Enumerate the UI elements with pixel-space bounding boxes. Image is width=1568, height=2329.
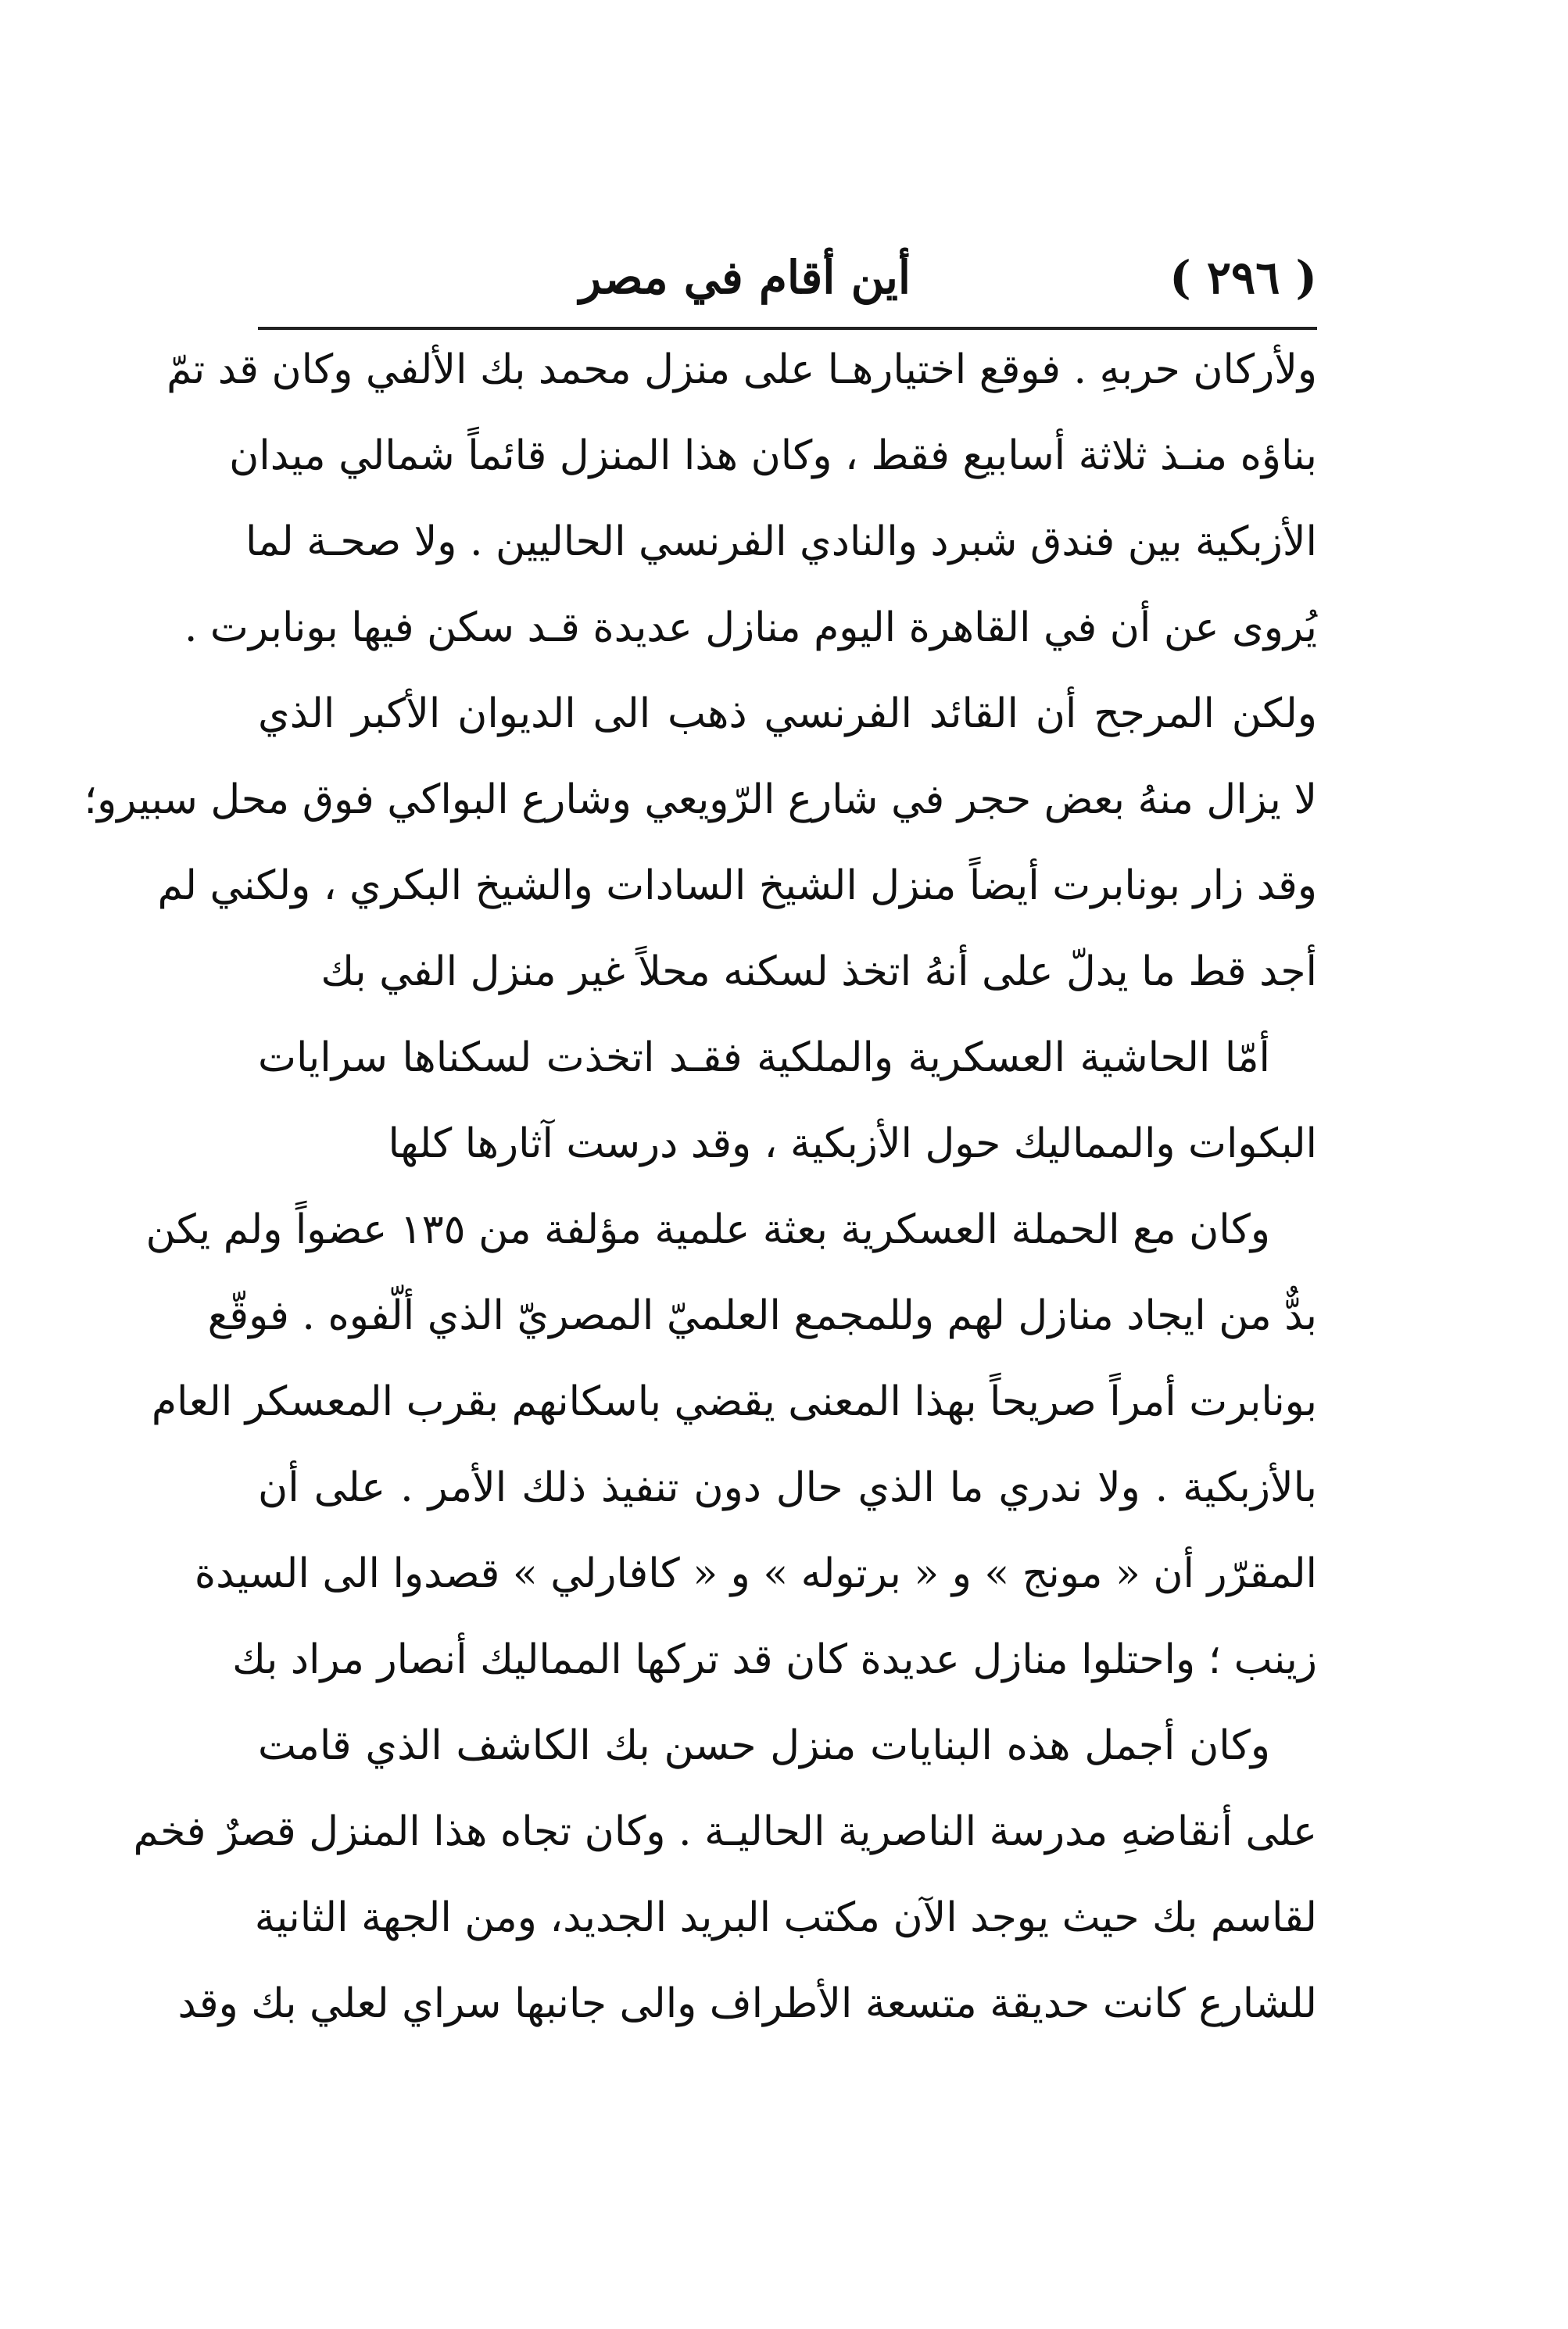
text-line: ولأركان حربهِ . فوقع اختيارهـا على منزل محمد بك الألفي وكان قد تمّ	[166, 346, 1317, 393]
text-line: بدٌّ من ايجاد منازل لهم وللمجمع العلميّ المصريّ الذي ألّفوه . فوقّع	[207, 1292, 1317, 1339]
page-number: ( ٢٩٦ )	[1169, 251, 1317, 304]
text-line: أجد قط ما يدلّ على أنهُ اتخذ لسكنه محلاً غير منزل الفي بك	[320, 948, 1317, 995]
text-line: للشارع كانت حديقة متسعة الأطراف والى جانبها سراي لعلي بك وقد	[177, 1980, 1317, 2027]
text-line: وقد زار بونابرت أيضاً منزل الشيخ السادات والشيخ البكري ، ولكني لم	[157, 862, 1317, 909]
text-line: لقاسم بك حيث يوجد الآن مكتب البريد الجديد، ومن الجهة الثانية	[254, 1894, 1317, 1941]
text-line: لا يزال منهُ بعض حجر في شارع الرّويعي وشارع البواكي فوق محل سبيرو؛	[84, 776, 1317, 823]
text-line: يُروى عن أن في القاهرة اليوم منازل عديدة قـد سكن فيها بونابرت .	[184, 604, 1317, 651]
body-text	[84, 327, 1317, 2125]
text-line: بالأزبكية . ولا ندري ما الذي حال دون تنفيذ ذلك الأمر . على أن	[258, 1464, 1317, 1511]
running-title: أين أقام في مصر	[579, 251, 911, 304]
text-line: البكوات والمماليك حول الأزبكية ، وقد درست آثارها كلها	[388, 1120, 1317, 1167]
text-line: زينب ؛ واحتلوا منازل عديدة كان قد تركها المماليك أنصار مراد بك	[232, 1636, 1317, 1683]
paragraph-start-line: وكان مع الحملة العسكرية بعثة علمية مؤلفة من ١٣٥ عضواً ولم يكن	[145, 1206, 1270, 1253]
paragraph-start-line: أمّا الحاشية العسكرية والملكية فقـد اتخذت لسكناها سرايات	[258, 1034, 1270, 1081]
text-line: الأزبكية بين فندق شبرد والنادي الفرنسي الحاليين . ولا صحـة لما	[245, 518, 1317, 565]
text-line: بونابرت أمراً صريحاً بهذا المعنى يقضي باسكانهم بقرب المعسكر العام	[151, 1378, 1317, 1425]
text-line: بناؤه منـذ ثلاثة أسابيع فقط ، وكان هذا المنزل قائماً شمالي ميدان	[229, 432, 1317, 479]
text-line: على أنقاضهِ مدرسة الناصرية الحاليـة . وكان تجاه هذا المنزل قصرٌ فخم	[133, 1808, 1317, 1855]
paragraph-start-line: وكان أجمل هذه البنايات منزل حسن بك الكاشف الذي قامت	[258, 1722, 1270, 1769]
text-line: ولكن المرجح أن القائد الفرنسي ذهب الى الديوان الأكبر الذي	[258, 690, 1317, 737]
text-line: المقرّر أن « مونج » و « برتوله » و « كافارلي » قصدوا الى السيدة	[194, 1550, 1317, 1597]
running-header	[258, 235, 1317, 321]
